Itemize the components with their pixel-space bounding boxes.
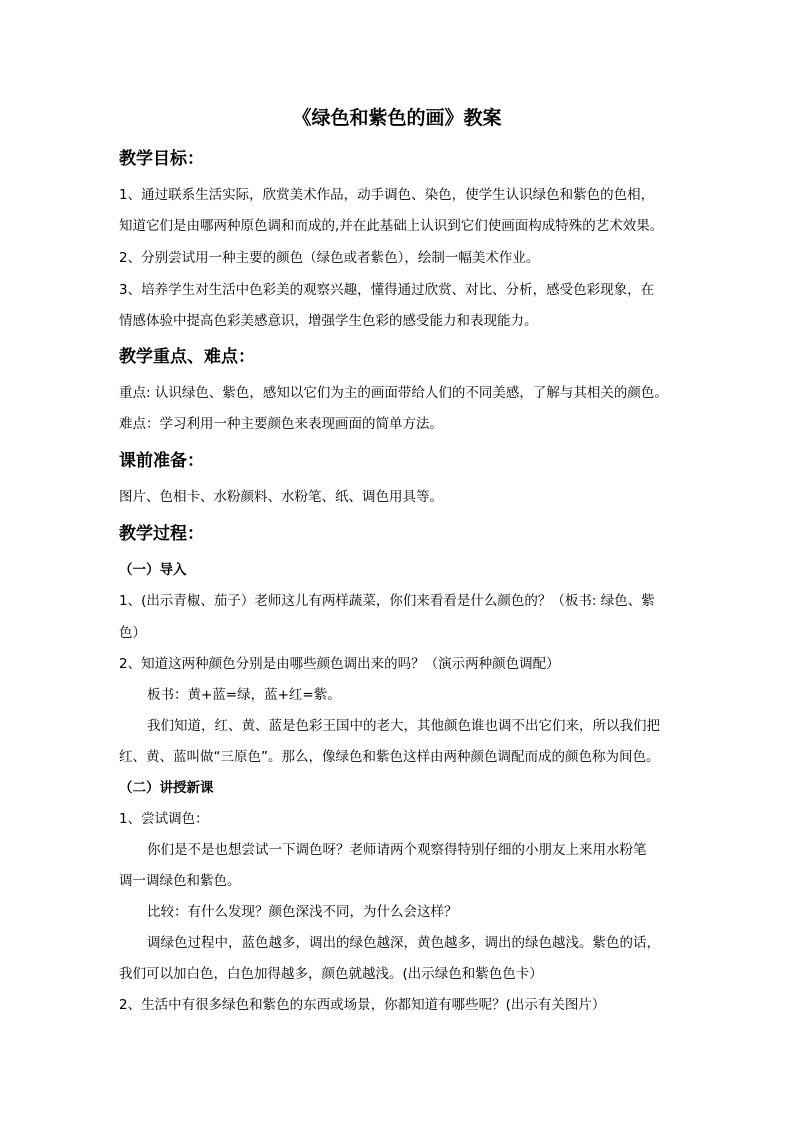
objective-line: 1、通过联系生活实际，欣赏美术作品，动手调色、染色，使学生认识绿色和紫色的色相，	[119, 187, 655, 203]
prep-line: 图片、色相卡、水粉颜料、水粉笔、纸、调色用具等。	[119, 489, 443, 505]
part1-line: 板书：黄+蓝=绿，蓝+红=紫。	[147, 687, 341, 703]
part1-line: 1、(出示青椒、茄子）老师这儿有两样蔬菜，你们来看看是什么颜色的？（板书: 绿色、紫	[119, 593, 655, 609]
part2-line: 调绿色过程中，蓝色越多，调出的绿色越深，黄色越多，调出的绿色越浅。紫色的话，	[147, 935, 660, 951]
part1-line: 2、知道这两种颜色分别是由哪些颜色调出来的吗？（演示两种颜色调配）	[119, 656, 560, 672]
part1-line: 我们知道，红、黄、蓝是色彩王国中的老大，其他颜色谁也调不出它们来，所以我们把	[147, 718, 660, 734]
part1-line: 色）	[119, 625, 146, 641]
part2-heading: （二）讲授新课	[119, 780, 214, 796]
part2-line: 我们可以加白色，白色加得越多，颜色就越浅。(出示绿色和紫色色卡）	[119, 966, 543, 982]
part1-heading: （一）导入	[119, 562, 187, 578]
objective-line: 知道它们是由哪两种原色调和而成的,并在此基础上认识到它们使画面构成特殊的艺术效果。	[119, 218, 664, 234]
part2-line: 比较：有什么发现？颜色深浅不同，为什么会这样？	[147, 904, 458, 920]
keypoint-line: 重点: 认识绿色、紫色，感知以它们为主的画面带给人们的不同美感，了解与其相关的颜色。	[119, 385, 668, 401]
part1-line: 红、黄、蓝叫做“三原色”。那么，像绿色和紫色这样由两种颜色调配而成的颜色称为间色。	[119, 749, 660, 765]
keypoint-line: 难点：学习利用一种主要颜色来表现画面的简单方法。	[119, 416, 443, 432]
objectives-heading: 教学目标：	[119, 149, 204, 169]
document-title: 《绿色和紫色的画》教案	[292, 107, 502, 129]
objective-line: 情感体验中提高色彩美感意识，增强学生色彩的感受能力和表现能力。	[119, 313, 538, 329]
keypoints-heading: 教学重点、难点：	[119, 347, 255, 367]
process-heading: 教学过程：	[119, 524, 204, 544]
part2-line: 2、生活中有很多绿色和紫色的东西或场景，你都知道有哪些呢？(出示有关图片）	[119, 997, 606, 1013]
objective-line: 2、分别尝试用一种主要的颜色（绿色或者紫色），绘制一幅美术作业。	[119, 250, 540, 266]
prep-heading: 课前准备：	[119, 451, 204, 471]
part2-line: 调一调绿色和紫色。	[119, 873, 241, 889]
objective-line: 3、培养学生对生活中色彩美的观察兴趣，懂得通过欣赏、对比、分析，感受色彩现象，在	[119, 282, 655, 298]
part2-line: 你们是不是也想尝试一下调色呀？老师请两个观察得特别仔细的小朋友上来用水粉笔	[147, 842, 647, 858]
part2-line: 1、尝试调色：	[119, 811, 209, 827]
